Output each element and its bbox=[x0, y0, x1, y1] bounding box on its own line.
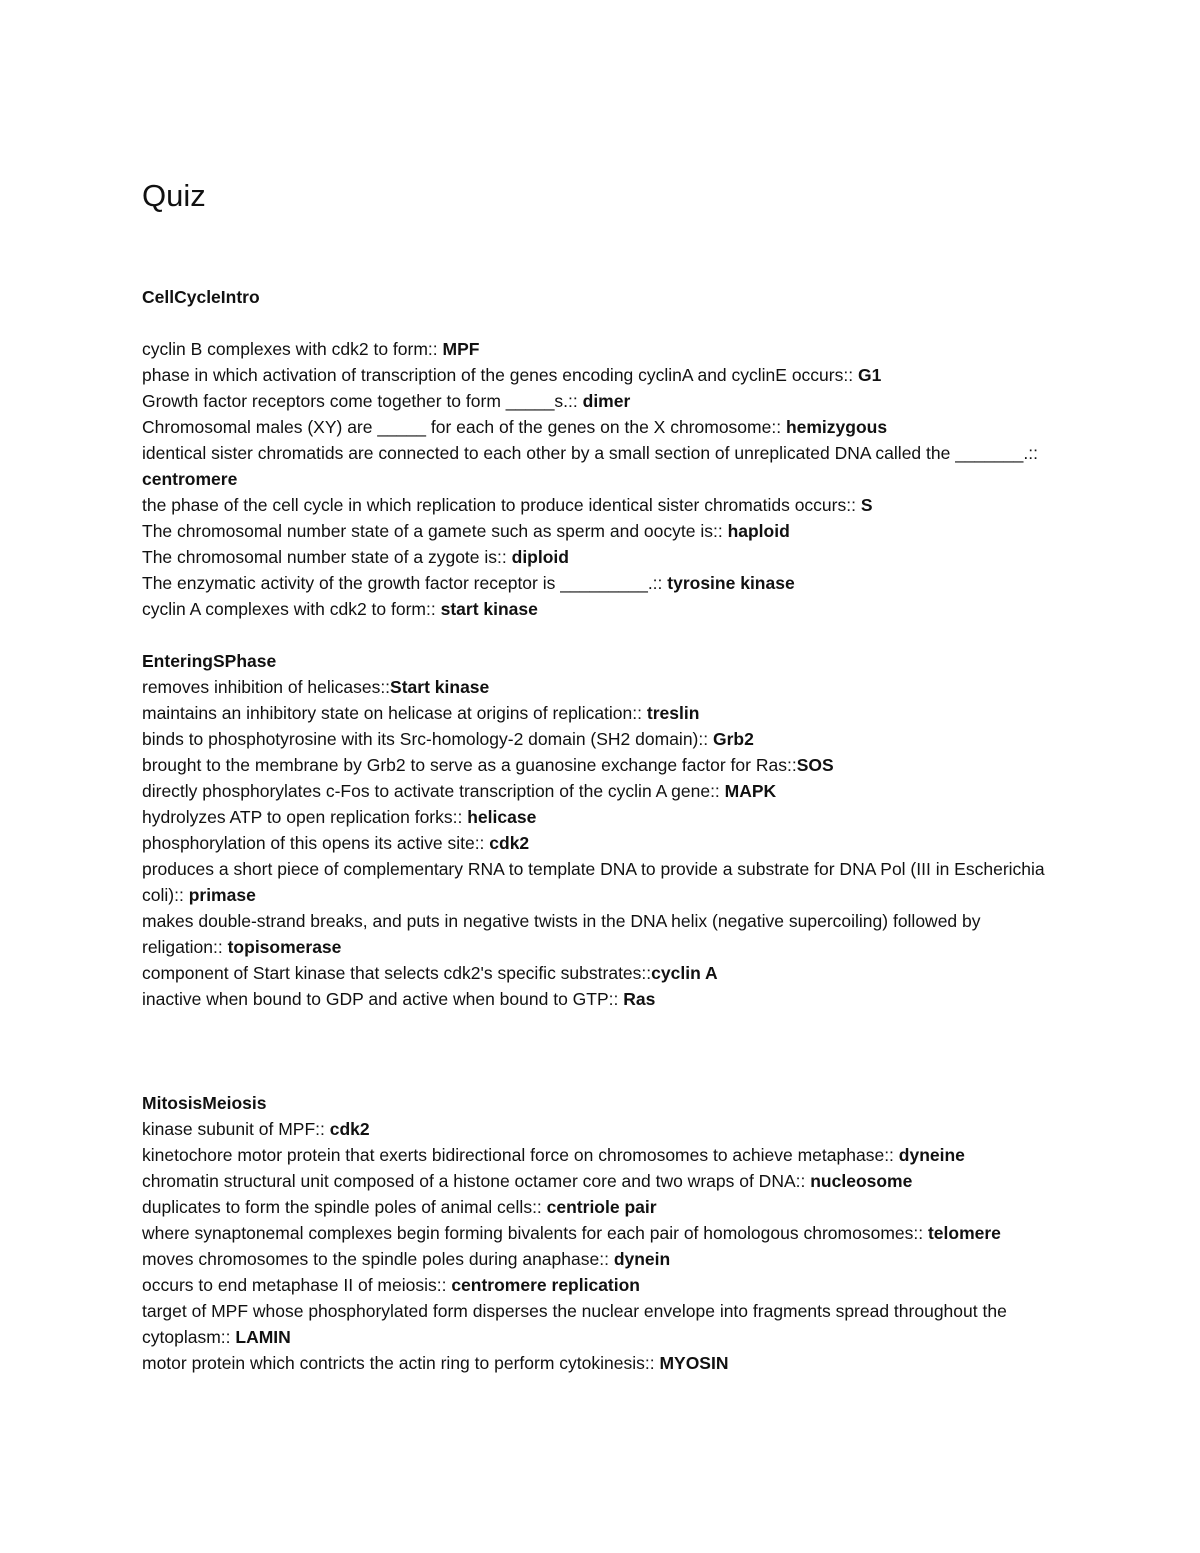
answer-text: cdk2 bbox=[329, 1119, 370, 1139]
question-text: component of Start kinase that selects cdk2's specific substrates:: bbox=[142, 963, 652, 983]
question-item bbox=[142, 856, 1062, 908]
answer-text: centriole pair bbox=[546, 1197, 657, 1217]
question-text: inactive when bound to GDP and active when bound to GTP:: bbox=[142, 989, 624, 1009]
question-text: Chromosomal males (XY) are _____ for each of the genes on the X chromosome:: bbox=[142, 417, 786, 437]
answer-text: dynein bbox=[613, 1249, 671, 1269]
question-item bbox=[142, 726, 1062, 752]
answer-text: diploid bbox=[511, 547, 569, 567]
answer-text: treslin bbox=[646, 703, 700, 723]
answer-text: tyrosine kinase bbox=[667, 573, 795, 593]
question-text: identical sister chromatids are connected to each other by a small section of unreplicated DNA called the _______.:: bbox=[142, 443, 1038, 463]
question-item bbox=[142, 960, 1062, 986]
question-item bbox=[142, 700, 1062, 726]
question-text: Growth factor receptors come together to form _____s.:: bbox=[142, 391, 583, 411]
section-mitosismeiosis bbox=[142, 1090, 1062, 1376]
question-item bbox=[142, 1272, 1062, 1298]
question-item bbox=[142, 778, 1062, 804]
answer-text: helicase bbox=[467, 807, 537, 827]
question-text: directly phosphorylates c-Fos to activate transcription of the cyclin A gene:: bbox=[142, 781, 725, 801]
question-list bbox=[142, 674, 1062, 1012]
question-item bbox=[142, 414, 1062, 440]
answer-text: start kinase bbox=[440, 599, 538, 619]
question-item bbox=[142, 1194, 1062, 1220]
question-text: where synaptonemal complexes begin forming bivalents for each pair of homologous chromosomes:: bbox=[142, 1223, 928, 1243]
question-text: hydrolyzes ATP to open replication forks:: bbox=[142, 807, 468, 827]
answer-text: SOS bbox=[796, 755, 834, 775]
question-text: cyclin B complexes with cdk2 to form:: bbox=[142, 339, 443, 359]
question-item bbox=[142, 674, 1062, 700]
answer-text: Start kinase bbox=[390, 677, 490, 697]
answer-text: primase bbox=[188, 885, 256, 905]
answer-text: nucleosome bbox=[810, 1171, 913, 1191]
question-item bbox=[142, 492, 1062, 518]
question-text: chromatin structural unit composed of a histone octamer core and two wraps of DNA:: bbox=[142, 1171, 811, 1191]
question-item bbox=[142, 1246, 1062, 1272]
question-text: motor protein which contricts the actin ring to perform cytokinesis:: bbox=[142, 1353, 660, 1373]
question-text: cyclin A complexes with cdk2 to form:: bbox=[142, 599, 441, 619]
question-text: makes double-strand breaks, and puts in negative twists in the DNA helix (negative supercoiling) followed by religation:: bbox=[142, 911, 981, 957]
question-text: phosphorylation of this opens its active site:: bbox=[142, 833, 490, 853]
question-list bbox=[142, 1116, 1062, 1376]
answer-text: MYOSIN bbox=[659, 1353, 729, 1373]
question-text: target of MPF whose phosphorylated form disperses the nuclear envelope into fragments spread throughout the cytoplasm:: bbox=[142, 1301, 1007, 1347]
question-item bbox=[142, 544, 1062, 570]
question-item bbox=[142, 1350, 1062, 1376]
question-text: phase in which activation of transcription of the genes encoding cyclinA and cyclinE occurs:: bbox=[142, 365, 858, 385]
page-title: Quiz bbox=[142, 178, 206, 213]
question-text: kinetochore motor protein that exerts bidirectional force on chromosomes to achieve metaphase:: bbox=[142, 1145, 899, 1165]
document-page bbox=[142, 176, 1062, 1376]
answer-text: MPF bbox=[442, 339, 480, 359]
answer-text: hemizygous bbox=[785, 417, 888, 437]
answer-text: Grb2 bbox=[712, 729, 754, 749]
question-item bbox=[142, 908, 1062, 960]
section-heading: CellCycleIntro bbox=[142, 287, 260, 307]
answer-text: MAPK bbox=[724, 781, 777, 801]
question-text: occurs to end metaphase II of meiosis:: bbox=[142, 1275, 452, 1295]
answer-text: cdk2 bbox=[489, 833, 530, 853]
question-item bbox=[142, 752, 1062, 778]
question-text: binds to phosphotyrosine with its Src-homology-2 domain (SH2 domain):: bbox=[142, 729, 713, 749]
question-text: brought to the membrane by Grb2 to serve as a guanosine exchange factor for Ras:: bbox=[142, 755, 797, 775]
answer-text: LAMIN bbox=[235, 1327, 291, 1347]
question-item bbox=[142, 362, 1062, 388]
question-item bbox=[142, 804, 1062, 830]
answer-text: centromere replication bbox=[451, 1275, 640, 1295]
answer-text: topisomerase bbox=[227, 937, 342, 957]
question-item bbox=[142, 570, 1062, 596]
section-heading: EnteringSPhase bbox=[142, 651, 277, 671]
question-item bbox=[142, 596, 1062, 622]
answer-text: haploid bbox=[727, 521, 790, 541]
question-item bbox=[142, 336, 1062, 362]
answer-text: G1 bbox=[857, 365, 882, 385]
question-text: The chromosomal number state of a gamete such as sperm and oocyte is:: bbox=[142, 521, 728, 541]
question-text: removes inhibition of helicases:: bbox=[142, 677, 391, 697]
answer-text: dimer bbox=[582, 391, 631, 411]
question-item bbox=[142, 1298, 1062, 1350]
answer-text: cyclin A bbox=[651, 963, 718, 983]
question-item bbox=[142, 440, 1062, 492]
section-enteringsphase bbox=[142, 648, 1062, 1012]
question-item bbox=[142, 518, 1062, 544]
question-item bbox=[142, 1220, 1062, 1246]
question-item bbox=[142, 830, 1062, 856]
question-list bbox=[142, 336, 1062, 622]
question-item bbox=[142, 1116, 1062, 1142]
question-item bbox=[142, 1142, 1062, 1168]
question-text: maintains an inhibitory state on helicase at origins of replication:: bbox=[142, 703, 647, 723]
question-text: The enzymatic activity of the growth factor receptor is _________.:: bbox=[142, 573, 668, 593]
question-text: duplicates to form the spindle poles of animal cells:: bbox=[142, 1197, 547, 1217]
question-item bbox=[142, 986, 1062, 1012]
question-text: the phase of the cell cycle in which replication to produce identical sister chromatids occurs:: bbox=[142, 495, 861, 515]
question-text: produces a short piece of complementary RNA to template DNA to provide a substrate for DNA Pol (III in Escherichia coli):: bbox=[142, 859, 1045, 905]
answer-text: telomere bbox=[927, 1223, 1001, 1243]
question-text: kinase subunit of MPF:: bbox=[142, 1119, 330, 1139]
answer-text: S bbox=[860, 495, 873, 515]
answer-text: centromere bbox=[142, 469, 238, 489]
section-heading: MitosisMeiosis bbox=[142, 1093, 267, 1113]
question-item bbox=[142, 388, 1062, 414]
question-text: The chromosomal number state of a zygote is:: bbox=[142, 547, 512, 567]
section-cellcycleintro bbox=[142, 284, 1062, 622]
answer-text: dyneine bbox=[898, 1145, 965, 1165]
question-item bbox=[142, 1168, 1062, 1194]
answer-text: Ras bbox=[623, 989, 656, 1009]
question-text: moves chromosomes to the spindle poles during anaphase:: bbox=[142, 1249, 614, 1269]
